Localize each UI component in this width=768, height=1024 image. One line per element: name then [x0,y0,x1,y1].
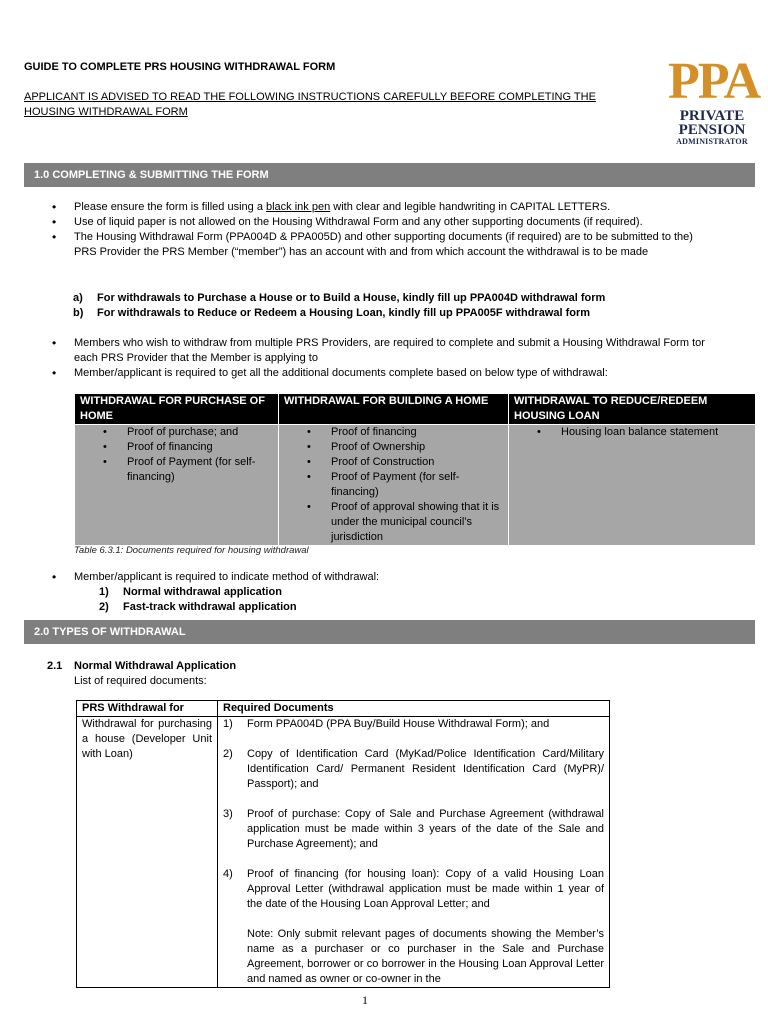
subsection-title: Normal Withdrawal Application [74,660,237,672]
list-item: • Proof of Ownership [279,440,504,455]
advisory-text: APPLICANT IS ADVISED TO READ THE FOLLOWING INSTRUCTIONS CAREFULLY BEFORE COMPLETING THE HOUSING WITHDRAWAL FORM [24,91,596,118]
bullet-liquid-paper: • Use of liquid paper is not allowed on the Housing Withdrawal Form and any other supporting documents (if required). [49,215,714,230]
list-item: • Proof of Construction [279,455,504,470]
bullet-multiple-providers: • Members who wish to withdraw from multiple PRS Providers, are required to complete and submit a Housing Withdrawal Form tor each PRS Provider that the Member is applying to [49,336,714,366]
withdrawal-documents-table [74,393,756,546]
page-title: GUIDE TO COMPLETE PRS HOUSING WITHDRAWAL FORM [24,61,336,73]
section-1-heading: 1.0 COMPLETING & SUBMITTING THE FORM [24,163,755,187]
section-2-heading: 2.0 TYPES OF WITHDRAWAL [24,620,755,644]
bullet-ink-pen: • Please ensure the form is filled using a black ink pen with clear and legible handwriting in CAPITAL LETTERS. [49,200,714,215]
list-item: • Proof of purchase; and [75,425,274,440]
list-item: • Proof of Payment (for self-financing) [279,470,504,500]
required-documents-table [76,700,610,988]
withdrawal-methods [99,585,499,615]
withdrawal-type-cell: Withdrawal for purchasing a house (Developer Unit with Loan) [77,717,218,988]
logo-mark: PPA [668,53,760,110]
documents-note: Note: Only submit relevant pages of documents showing the Member’s name as a purchaser or co purchaser in the Sale and Purchase Agreement, borrower or co borrower in the Housing Loan Approval Letter and named as owner or co-owner in the [247,928,604,985]
bullet-method: • Member/applicant is required to indicate method of withdrawal: [49,570,714,585]
bullet-additional-docs: • Member/applicant is required to get all the additional documents complete based on below type of withdrawal: [49,366,714,381]
header-building: WITHDRAWAL FOR BUILDING A HOME [279,394,509,425]
doc-item: 1) Form PPA004D (PPA Buy/Build House Withdrawal Form); and [223,718,550,730]
page-number: 1 [362,993,368,1007]
subsection-intro: List of required documents: [74,675,207,687]
doc-item: 4) Proof of financing (for housing loan): Copy of a valid Housing Loan Approval Letter (withdrawal application must be made within 1 year of the date of the Housing Loan Approval Letter; and [223,868,604,910]
building-docs-cell [279,425,509,546]
method-fast-track: 2) Fast-track withdrawal application [99,601,297,613]
instruction-b: b) For withdrawals to Reduce or Redeem a Housing Loan, kindly fill up PPA005F withdrawal form [73,307,591,319]
header-reduce: WITHDRAWAL TO REDUCE/REDEEM HOUSING LOAN [509,394,756,425]
logo-line2: PENSION [678,122,746,138]
header-purchase: WITHDRAWAL FOR PURCHASE OF HOME [75,394,279,425]
logo-line1: PRIVATE [679,108,745,124]
section-1-bullets-3 [49,570,714,585]
header-required-documents: Required Documents [218,701,610,717]
table-caption: Table 6.3.1: Documents required for housing withdrawal [74,545,309,556]
doc-item: 2) Copy of Identification Card (MyKad/Police Identification Card/Military Identification Card/ Permanent Resident Identification Card (MyPR)/ Passport); and [223,748,604,790]
ppa-logo [668,53,760,155]
subsection-number: 2.1 [47,660,63,672]
instruction-a: a) For withdrawals to Purchase a House or to Build a House, kindly fill up PPA004D withdrawal form [73,292,606,304]
method-normal: 1) Normal withdrawal application [99,586,282,598]
list-item: • Proof of financing [279,425,504,440]
section-1-bullets-2 [49,336,714,381]
black-ink-pen-text: black ink pen [266,201,331,213]
purchase-docs-cell [75,425,279,546]
reduce-docs-cell [509,425,756,546]
header-withdrawal-for: PRS Withdrawal for [77,701,218,717]
logo-line3: ADMINISTRATOR [676,137,748,146]
section-1-bullets [49,200,714,260]
documents-cell [218,717,610,988]
list-item: • Proof of approval showing that it is under the municipal council’s jurisdiction [279,500,504,545]
list-item: • Proof of Payment (for self-financing) [75,455,274,485]
doc-item: 3) Proof of purchase: Copy of Sale and Purchase Agreement (withdrawal application must be made within 3 years of the date of the Sale and Purchase Agreement); and [223,808,604,850]
form-instructions [73,291,673,321]
list-item: • Proof of financing [75,440,274,455]
bullet-submission: • The Housing Withdrawal Form (PPA004D & PPA005D) and other supporting documents (if required) are to be submitted to the) PRS Provider the PRS Member (“member”) has an account with and from which account the withdrawal is to be made [49,230,714,260]
list-item: • Housing loan balance statement [509,425,751,440]
